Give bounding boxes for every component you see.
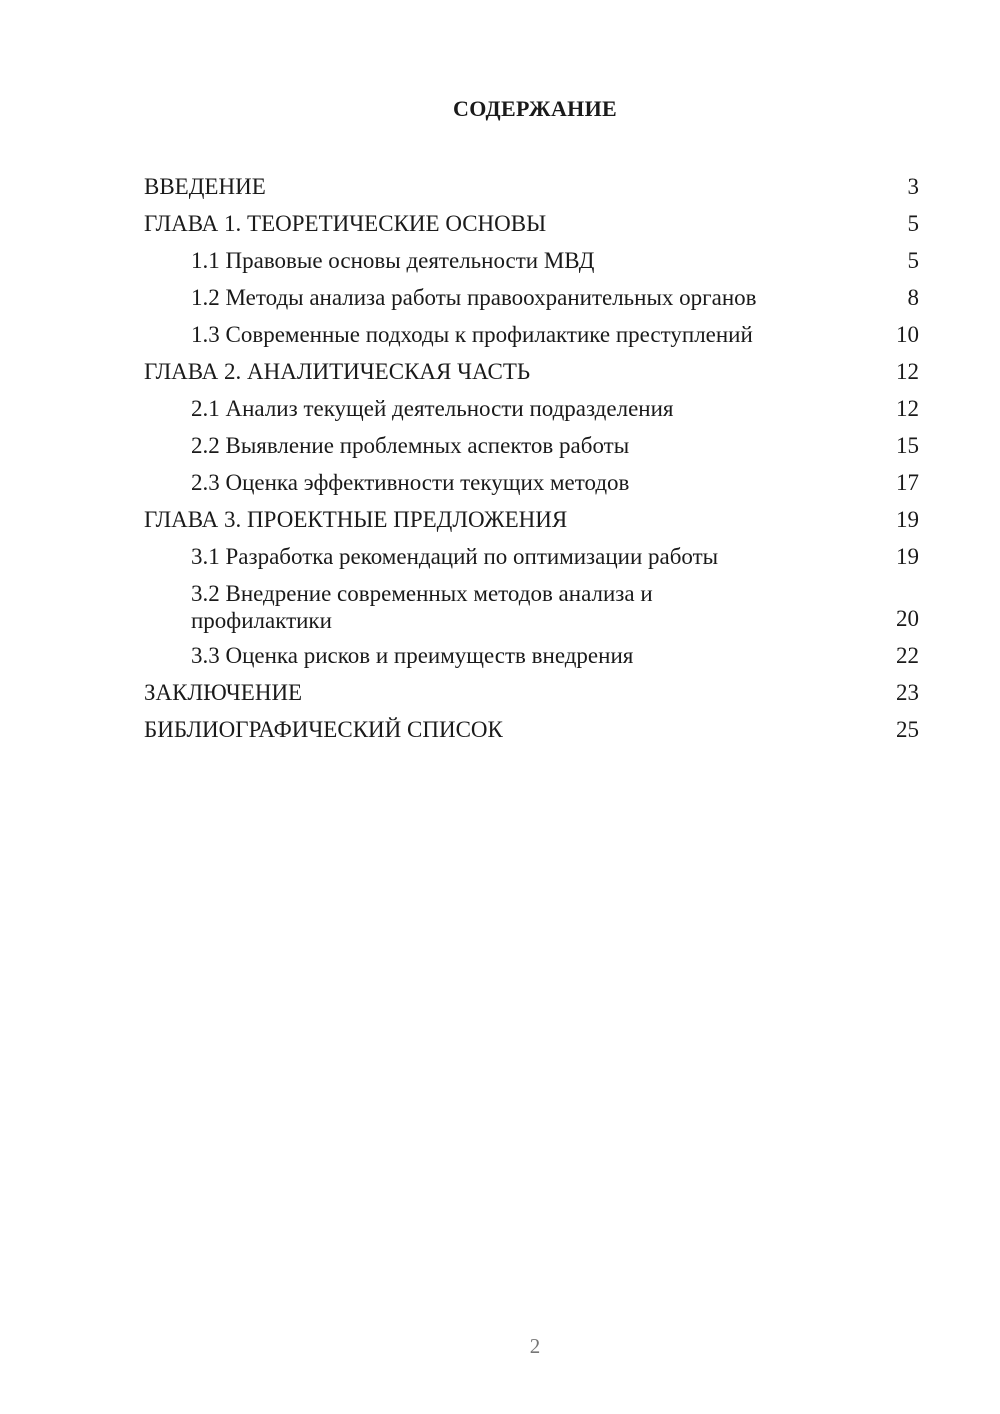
toc-entry-page: 19 — [896, 544, 919, 569]
toc-entry-section-3-1 — [144, 538, 919, 575]
toc-entry-section-2-2 — [144, 427, 919, 464]
toc-entry-page: 10 — [896, 322, 919, 347]
toc-entry-label: ГЛАВА 2. АНАЛИТИЧЕСКАЯ ЧАСТЬ — [144, 359, 531, 384]
toc-entry-page: 17 — [896, 470, 919, 495]
toc-entry-page: 22 — [896, 643, 919, 668]
toc-entry-label: 3.2 Внедрение современных методов анализа и профилактики — [191, 581, 653, 633]
toc-entry-label: 1.1 Правовые основы деятельности МВД — [191, 248, 595, 273]
toc-entry-label: БИБЛИОГРАФИЧЕСКИЙ СПИСОК — [144, 717, 503, 742]
toc-entry-label: 2.1 Анализ текущей деятельности подразделения — [191, 396, 674, 421]
toc-entry-label: 2.3 Оценка эффективности текущих методов — [191, 470, 630, 495]
toc-entry-label: 1.2 Методы анализа работы правоохранительных органов — [191, 285, 757, 310]
toc-entry-section-1-3 — [144, 316, 919, 353]
toc-entry-section-2-1 — [144, 390, 919, 427]
toc-entry-label: 1.3 Современные подходы к профилактике преступлений — [191, 322, 753, 347]
toc-entry-chapter-1 — [144, 205, 919, 242]
toc-entry-page: 15 — [896, 433, 919, 458]
toc-entry-section-3-3 — [144, 637, 919, 674]
toc-entry-label: ЗАКЛЮЧЕНИЕ — [144, 680, 303, 705]
toc-entry-section-2-3 — [144, 464, 919, 501]
toc-entry-page: 25 — [896, 717, 919, 742]
toc-entry-page: 8 — [907, 285, 919, 310]
toc-entry-label: ГЛАВА 3. ПРОЕКТНЫЕ ПРЕДЛОЖЕНИЯ — [144, 507, 568, 532]
toc-entry-label: ВВЕДЕНИЕ — [144, 174, 266, 199]
toc-entry-page: 5 — [907, 211, 919, 236]
toc-entry-page: 20 — [896, 606, 919, 631]
page-number: 2 — [529, 1334, 541, 1358]
toc-entry-page: 12 — [896, 359, 919, 384]
toc-entry-bibliography — [144, 711, 919, 748]
toc-entry-page: 12 — [896, 396, 919, 421]
toc-entry-section-1-2 — [144, 279, 919, 316]
toc-entry-label: 2.2 Выявление проблемных аспектов работы — [191, 433, 630, 458]
toc-entry-section-1-1 — [144, 242, 919, 279]
toc-entry-conclusion — [144, 674, 919, 711]
toc-entry-label: 3.3 Оценка рисков и преимуществ внедрения — [191, 643, 634, 668]
toc-entry-introduction — [144, 168, 919, 205]
toc-entry-page: 5 — [907, 248, 919, 273]
toc-entry-page: 3 — [907, 174, 919, 199]
toc-entry-section-3-2 — [144, 575, 919, 637]
table-of-contents — [144, 168, 919, 748]
toc-entry-chapter-2 — [144, 353, 919, 390]
toc-entry-page: 23 — [896, 680, 919, 705]
toc-entry-label: ГЛАВА 1. ТЕОРЕТИЧЕСКИЕ ОСНОВЫ — [144, 211, 547, 236]
toc-entry-label: 3.1 Разработка рекомендаций по оптимизации работы — [191, 544, 719, 569]
toc-entry-chapter-3 — [144, 501, 919, 538]
toc-entry-page: 19 — [896, 507, 919, 532]
toc-title: СОДЕРЖАНИЕ — [453, 96, 617, 121]
